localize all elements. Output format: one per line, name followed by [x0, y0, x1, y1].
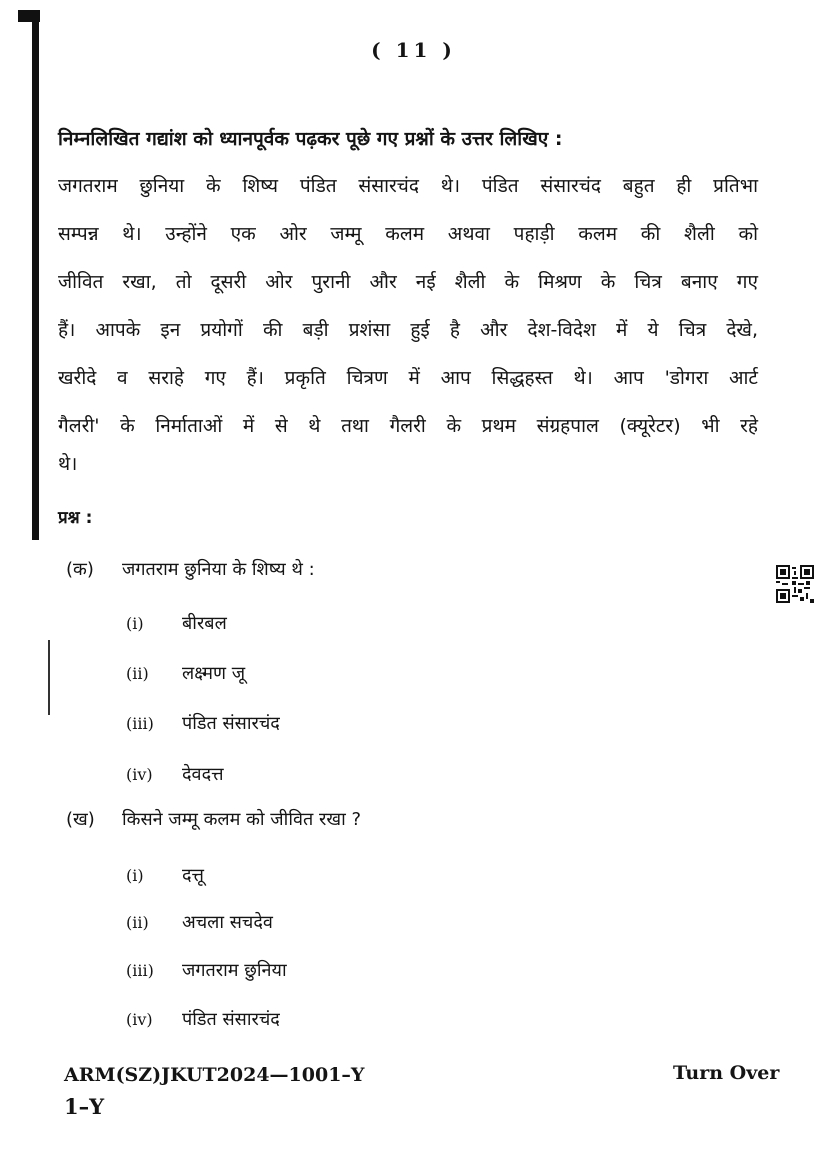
option-text: बीरबल — [182, 613, 227, 634]
option-text: देवदत्त — [182, 764, 224, 785]
option — [126, 611, 227, 635]
option-text: जगतराम छुनिया — [182, 960, 287, 981]
option-number: (ii) — [126, 664, 149, 683]
passage-line: जगतराम छुनिया के शिष्य पंडित संसारचंद थे। पंडित संसारचंद बहुत ही प्रतिभा — [58, 175, 758, 197]
question-text: किसने जम्मू कलम को जीवित रखा ? — [122, 809, 362, 830]
question-kha — [66, 807, 361, 831]
option-number: (iv) — [126, 1010, 153, 1029]
instruction: निम्नलिखित गद्यांश को ध्यानपूर्वक पढ़कर पूछे गए प्रश्नों के उत्तर लिखिए : — [58, 128, 563, 150]
option — [126, 863, 204, 887]
question-label: (क) — [66, 559, 94, 580]
option-number: (iii) — [126, 714, 154, 733]
option — [126, 661, 245, 685]
passage-line: खरीदे व सराहे गए हैं। प्रकृति चित्रण में आप सिद्धहस्त थे। आप 'डोगरा आर्ट — [58, 367, 758, 389]
option — [126, 711, 280, 735]
option — [126, 1007, 280, 1031]
passage-line: थे। — [58, 453, 78, 475]
passage-line: हैं। आपके इन प्रयोगों की बड़ी प्रशंसा हुई है और देश-विदेश में ये चित्र देखे, — [58, 319, 758, 341]
passage-line: जीवित रखा, तो दूसरी ओर पुरानी और नई शैली के मिश्रण के चित्र बनाए गए — [58, 271, 758, 293]
option-number: (iii) — [126, 961, 154, 980]
option-number: (ii) — [126, 913, 149, 932]
paper-code-suffix: 1–Y — [64, 1094, 105, 1119]
option-text: दत्तू — [182, 865, 204, 886]
margin-bar — [32, 10, 39, 540]
option — [126, 958, 287, 982]
page-number: ( 11 ) — [371, 38, 456, 62]
question-text: जगतराम छुनिया के शिष्य थे : — [122, 559, 315, 580]
turn-over-label: Turn Over — [673, 1062, 780, 1084]
option-text: पंडित संसारचंद — [182, 713, 280, 734]
paper-code: ARM(SZ)JKUT2024—1001–Y — [64, 1064, 365, 1086]
option-text: पंडित संसारचंद — [182, 1009, 280, 1030]
option-number: (i) — [126, 866, 144, 885]
option — [126, 762, 224, 786]
passage-line: गैलरी' के निर्माताओं में से थे तथा गैलरी के प्रथम संग्रहपाल (क्यूरेटर) भी रहे — [58, 415, 758, 437]
option-number: (i) — [126, 614, 144, 633]
questions-heading: प्रश्न : — [58, 508, 93, 528]
question-ka — [66, 557, 315, 581]
passage-line: सम्पन्न थे। उन्होंने एक ओर जम्मू कलम अथवा पहाड़ी कलम की शैली को — [58, 223, 758, 245]
option-number: (iv) — [126, 765, 153, 784]
question-label: (ख) — [66, 809, 95, 830]
option-text: अचला सचदेव — [182, 912, 273, 933]
option-text: लक्ष्मण जू — [182, 663, 246, 684]
option — [126, 910, 273, 934]
margin-mark — [48, 640, 50, 715]
qr-code — [776, 565, 814, 603]
